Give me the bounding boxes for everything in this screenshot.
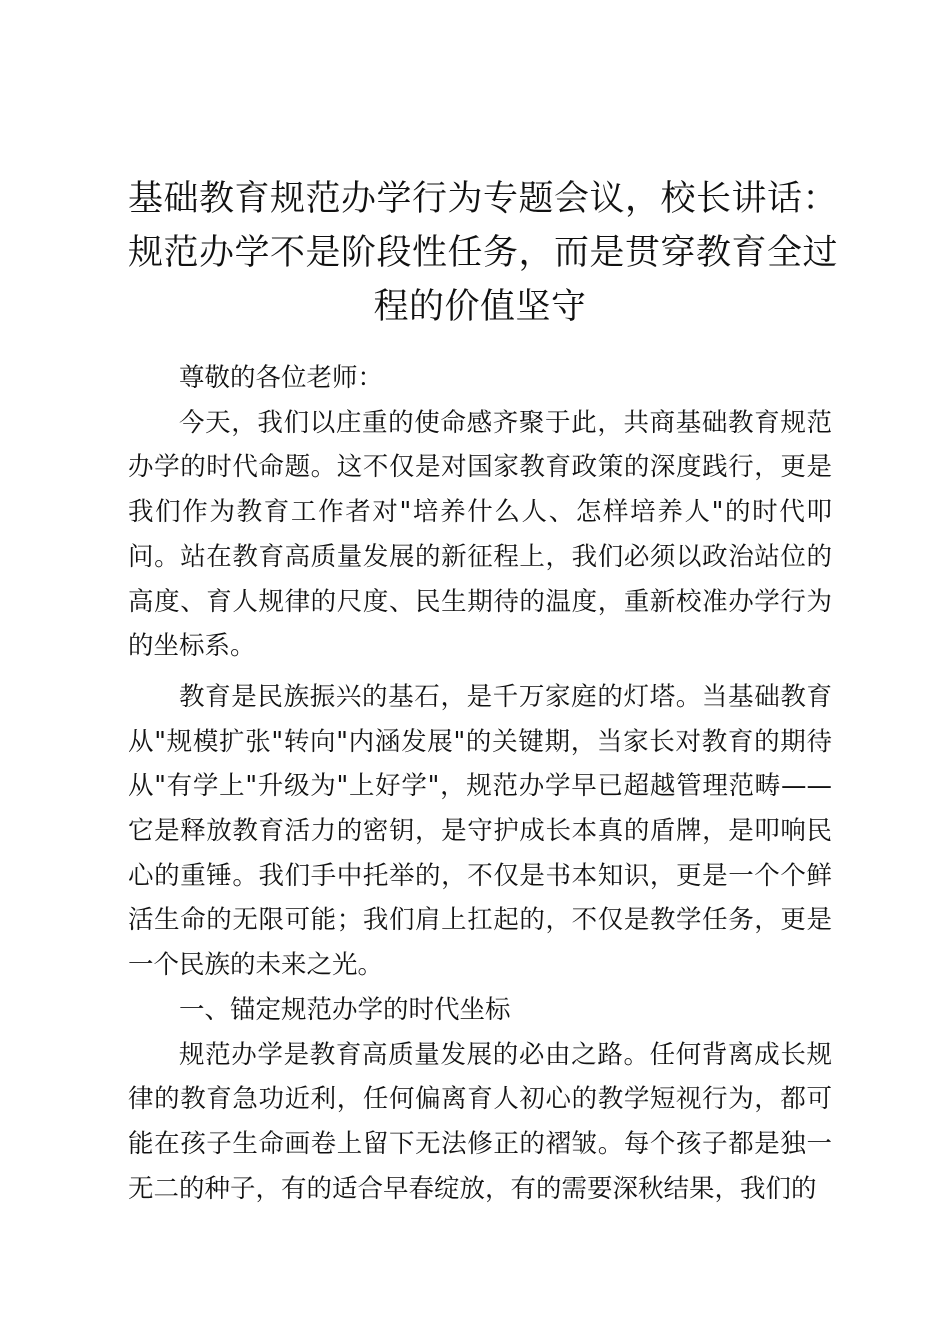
body-paragraph-1: 今天，我们以庄重的使命感齐聚于此，共商基础教育规范办学的时代命题。这不仅是对国家教育政策的深度践行，更是我们作为教育工作者对"培养什么人、怎样培养人"的时代叩问。站在教育高质量发展的新征程上，我们必须以政治站位的高度、育人规律的尺度、民生期待的温度，重新校准办学行为的坐标系。 (128, 407, 832, 662)
title-line-1: 基础教育规范办学行为专题会议，校长讲话： (128, 179, 839, 219)
body-paragraph-2: 教育是民族振兴的基石，是千万家庭的灯塔。当基础教育从"规模扩张"转向"内涵发展"的关键期，当家长对教育的期待从"有学上"升级为"上好学"，规范办学早已超越管理范畴——它是释放教育活力的密钥，是守护成长本真的盾牌，是叩响民心的重锤。我们手中托举的，不仅是书本知识，更是一个个鲜活生命的无限可能；我们肩上扛起的，不仅是教学任务，更是一个民族的未来之光。 (128, 681, 832, 981)
document-title (128, 172, 839, 334)
title-line-3: 程的价值坚守 (373, 287, 587, 327)
section-paragraph: 规范办学是教育高质量发展的必由之路。任何背离成长规律的教育急功近利，任何偏离育人初心的教学短视行为，都可能在孩子生命画卷上留下无法修正的褶皱。每个孩子都是独一无二的种子，有的适合早春绽放，有的需要深秋结果，我们的 (128, 1039, 832, 1204)
salutation: 尊敬的各位老师： (179, 363, 384, 393)
section-heading: 一、锚定规范办学的时代坐标 (179, 994, 511, 1025)
title-line-2: 规范办学不是阶段性任务，而是贯穿教育全过 (128, 233, 839, 273)
